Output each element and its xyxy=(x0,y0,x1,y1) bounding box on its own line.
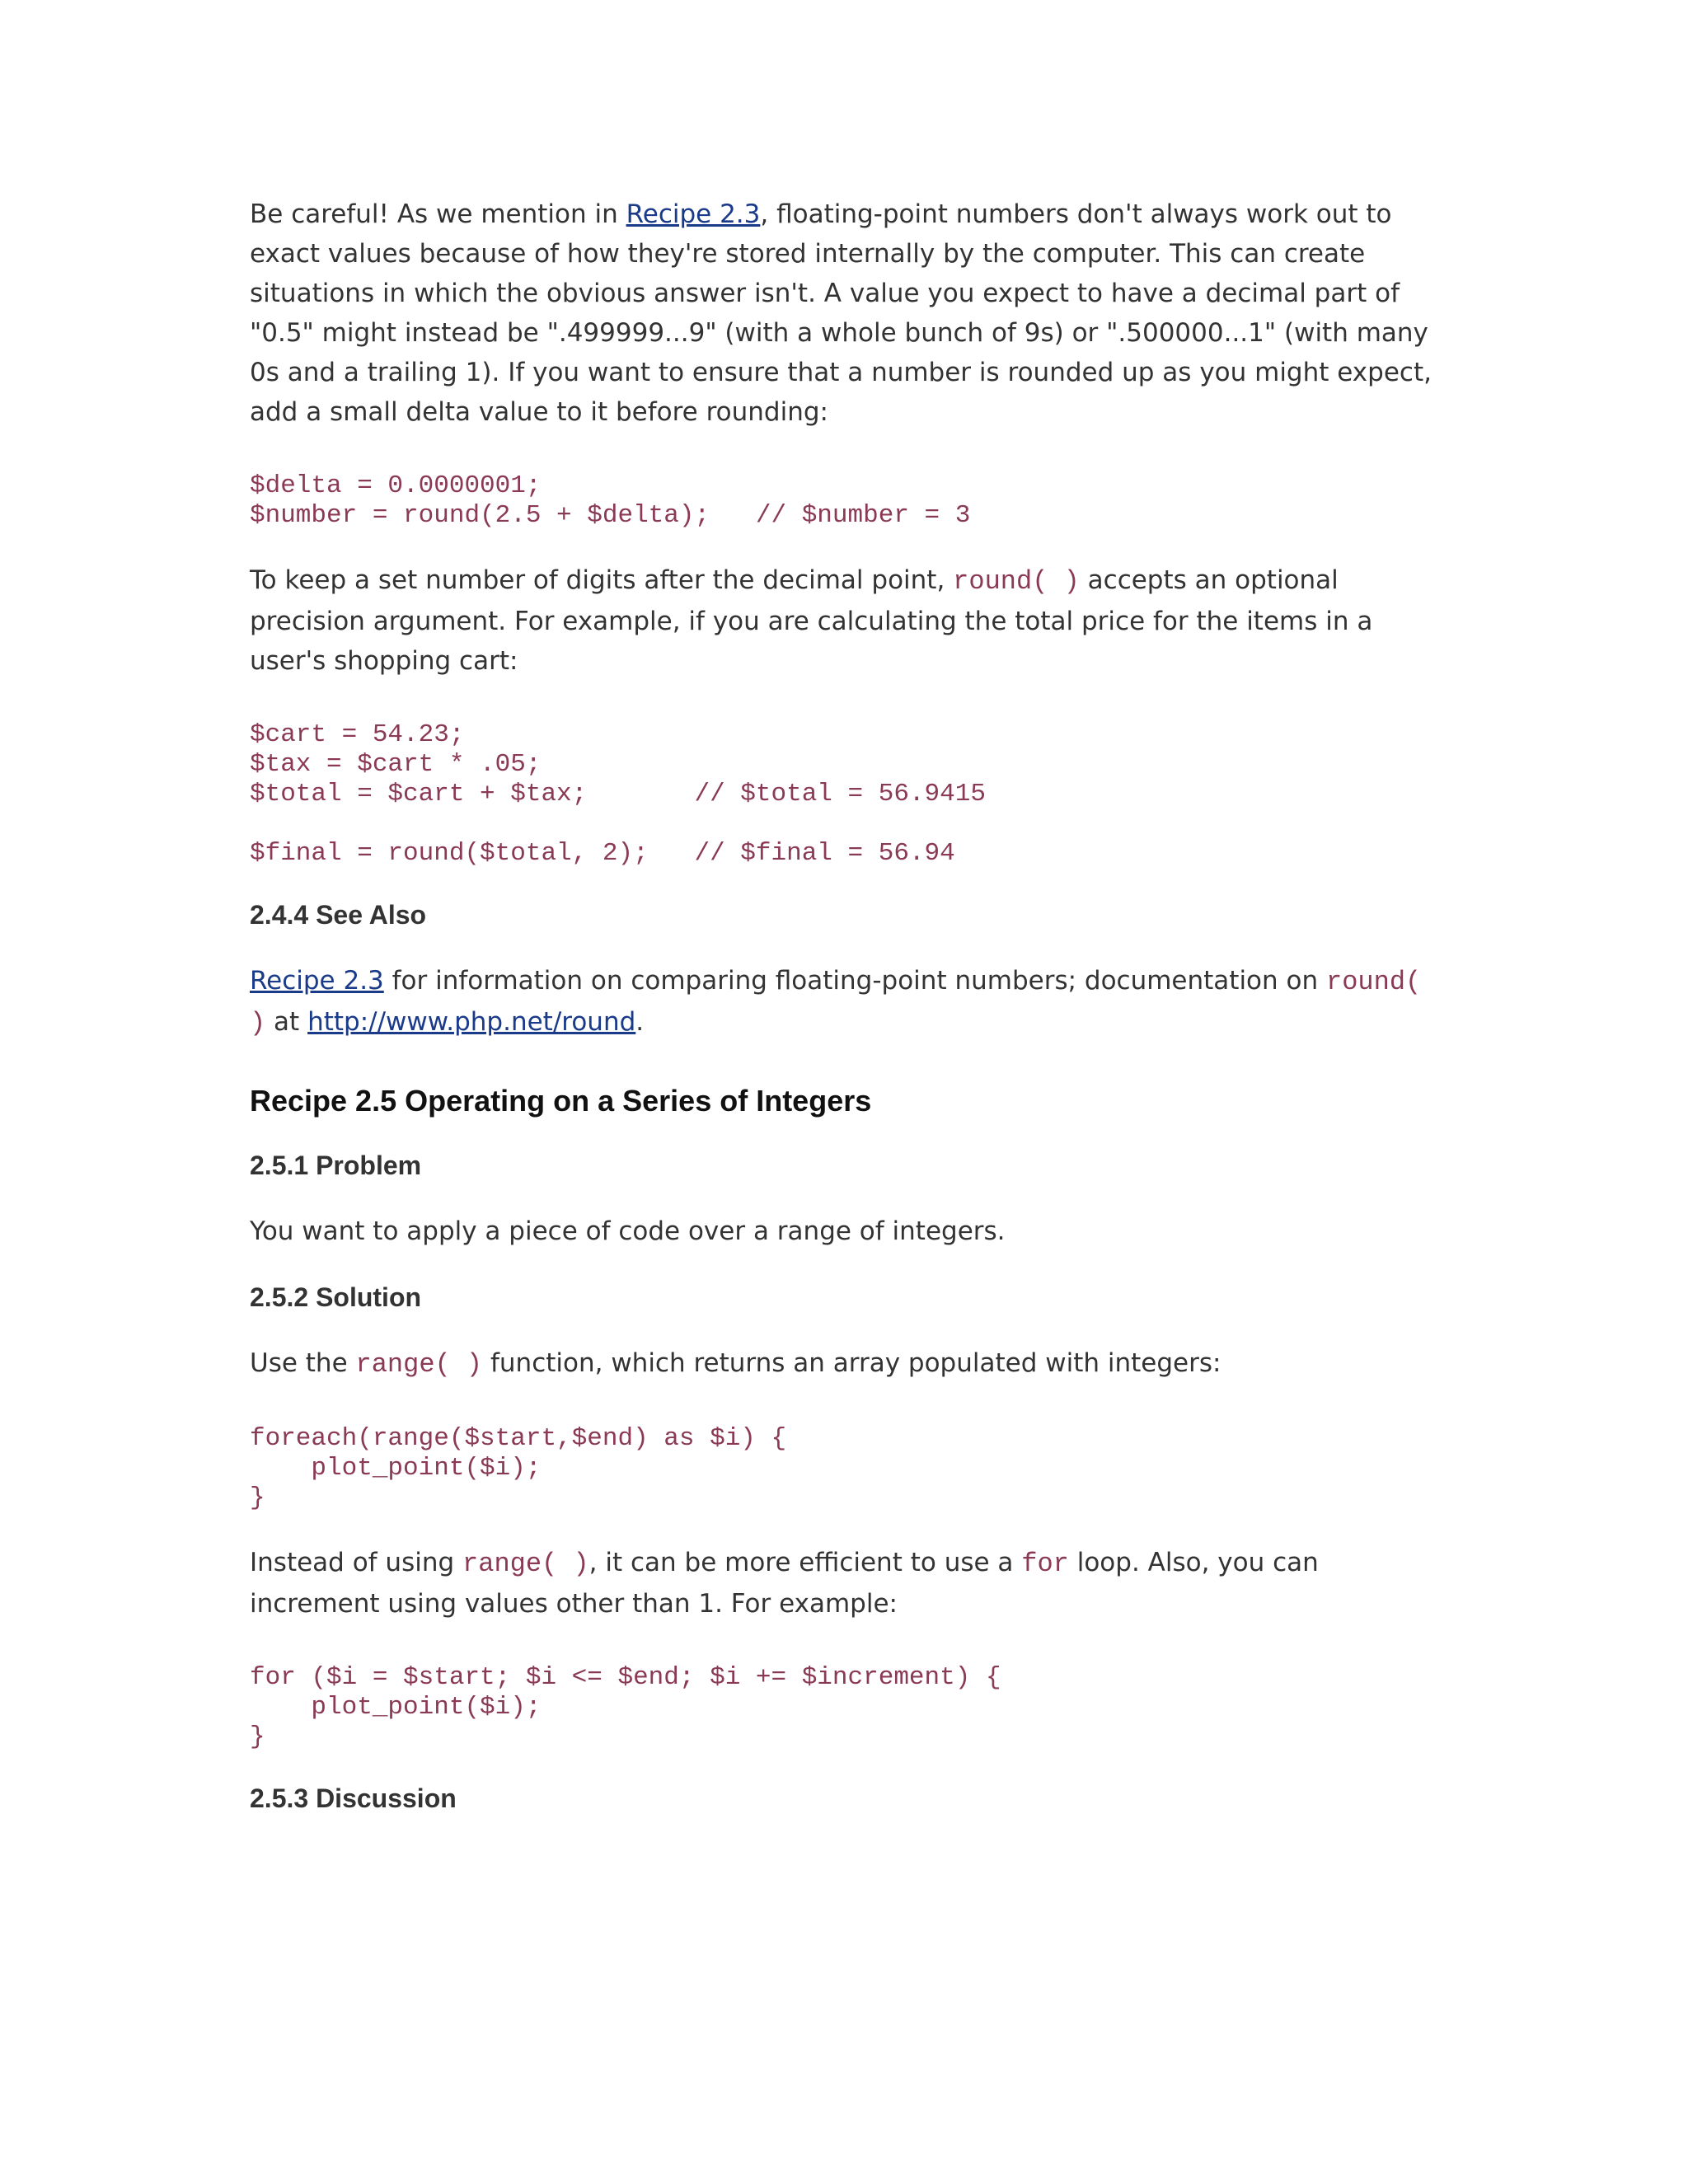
inline-code-for: for xyxy=(1021,1549,1069,1579)
paragraph-float-warning xyxy=(250,194,1445,432)
text: at xyxy=(265,1007,308,1037)
text: , it can be more efficient to use a xyxy=(588,1548,1022,1577)
code-block-for: for ($i = $start; $i <= $end; $i += $increment) { plot_point($i); } xyxy=(250,1663,1001,1751)
text: loop. Also, you can increment using values other than 1. For example: xyxy=(250,1548,1319,1619)
paragraph-for-loop xyxy=(250,1543,1445,1624)
link-recipe-2-3[interactable]: Recipe 2.3 xyxy=(626,199,761,229)
heading-solution: 2.5.2 Solution xyxy=(250,1282,422,1312)
text: function, which returns an array populated with integers: xyxy=(482,1348,1221,1378)
text: for information on comparing floating-point numbers; documentation on xyxy=(383,966,1326,996)
paragraph-solution xyxy=(250,1343,1445,1385)
heading-see-also: 2.4.4 See Also xyxy=(250,900,427,930)
inline-code-range: range( ) xyxy=(462,1549,589,1579)
text: . xyxy=(635,1007,645,1037)
text: Use the xyxy=(250,1348,356,1378)
link-php-round[interactable]: http://www.php.net/round xyxy=(307,1007,636,1037)
paragraph-precision xyxy=(250,560,1445,681)
paragraph-problem: You want to apply a piece of code over a range of integers. xyxy=(250,1216,1006,1246)
link-recipe-2-3[interactable]: Recipe 2.3 xyxy=(250,966,384,996)
text: accepts an optional precision argument. For example, if you are calculating the total price for the items in a user's shopping cart: xyxy=(250,565,1373,676)
code-block-foreach: foreach(range($start,$end) as $i) { plot_point($i); } xyxy=(250,1424,787,1512)
document-page xyxy=(250,194,1445,1815)
text: Be careful! As we mention in xyxy=(250,199,626,229)
text: Instead of using xyxy=(250,1548,463,1577)
heading-recipe-2-5: Recipe 2.5 Operating on a Series of Integers xyxy=(250,1084,872,1118)
heading-discussion: 2.5.3 Discussion xyxy=(250,1783,457,1813)
text: To keep a set number of digits after the decimal point, xyxy=(250,565,954,595)
text: , floating-point numbers don't always work out to exact values because of how they're stored internally by the computer. This can create situations in which the obvious answer isn't. A value you expect to have a decimal part of "0.5" might instead be ".499999...9" (with a whole bunch of 9s) or ".500000...1" (with many 0s and a trailing 1). If you want to ensure that a number is rounded up as you might expect, add a small delta value to it before rounding: xyxy=(250,199,1432,427)
inline-code-round: round( ) xyxy=(250,967,1422,1038)
code-block-cart: $cart = 54.23; $tax = $cart * .05; $total = $cart + $tax; // $total = 56.9415 $final = round($total, 2); // $final = 56.94 xyxy=(250,720,986,868)
inline-code-round: round( ) xyxy=(953,566,1080,597)
code-block-delta: $delta = 0.0000001; $number = round(2.5 + $delta); // $number = 3 xyxy=(250,471,971,530)
paragraph-see-also xyxy=(250,961,1445,1043)
heading-problem: 2.5.1 Problem xyxy=(250,1151,422,1180)
inline-code-range: range( ) xyxy=(355,1349,483,1380)
